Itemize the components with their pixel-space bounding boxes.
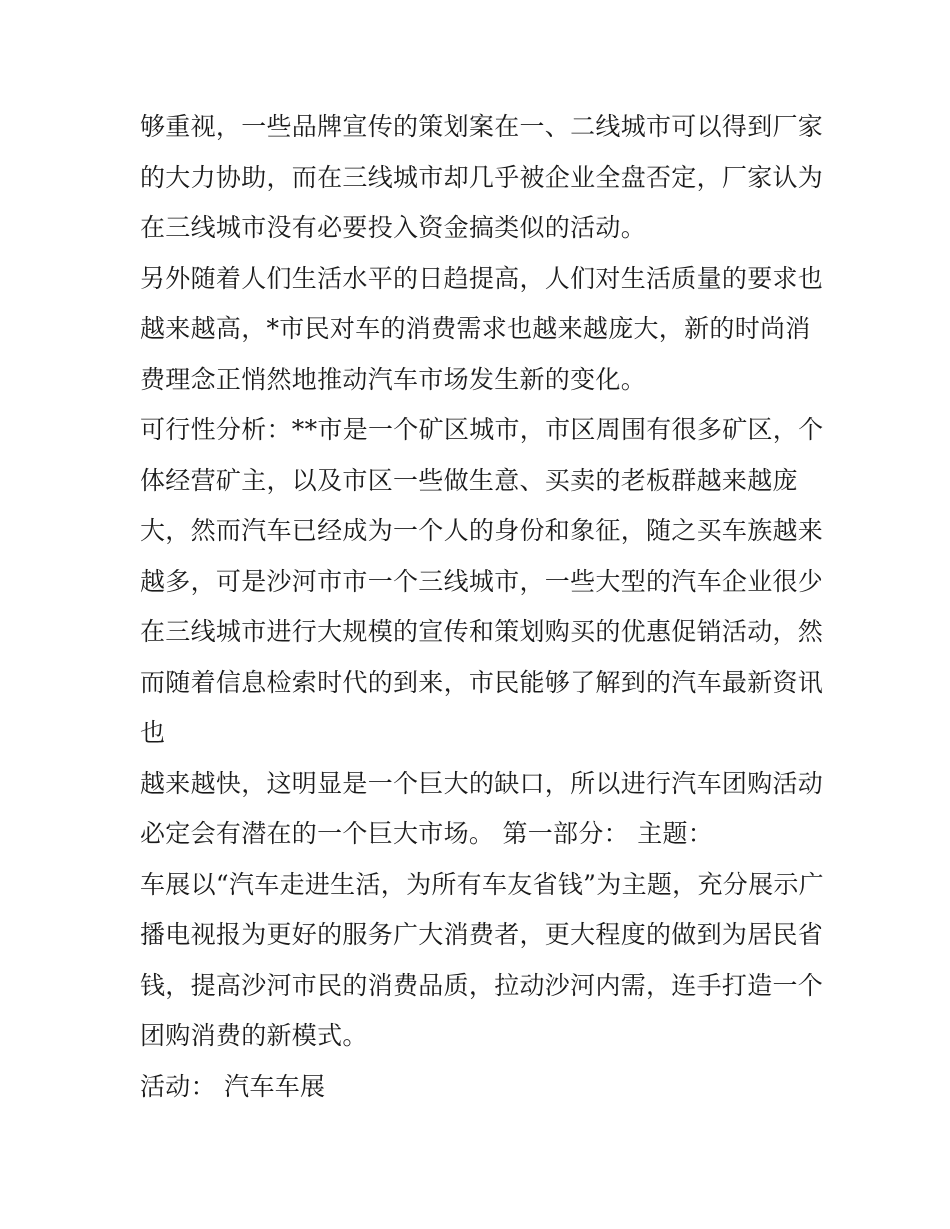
text-line: 也	[140, 718, 166, 747]
text-line: 够重视，一些品牌宣传的策划案在一、二线城市可以得到厂家	[140, 112, 824, 141]
text-line: 体经营矿主，以及市区一些做生意、买卖的老板群越来越庞	[140, 465, 798, 495]
text-line: 活动： 汽车车展	[140, 1071, 326, 1101]
text-line: 另外随着人们生活水平的日趋提高，人们对生活质量的要求也	[140, 263, 824, 293]
body-text	[140, 102, 840, 1112]
text-line: 大，然而汽车已经成为一个人的身份和象征，随之买车族越来	[140, 516, 824, 545]
text-line: 越来越高，*市民对车的消费需求也越来越庞大，新的时尚消	[140, 314, 811, 343]
text-line: 在三线城市没有必要投入资金搞类似的活动。	[140, 213, 647, 242]
text-line: 必定会有潜在的一个巨大市场。 第一部分： 主题：	[140, 819, 714, 848]
text-line: 而随着信息检索时代的到来，市民能够了解到的汽车最新资讯	[140, 667, 824, 697]
text-line: 车展以“汽车走进生活，为所有车友省钱”为主题，充分展示广	[140, 869, 824, 899]
text-line: 越来越快，这明显是一个巨大的缺口，所以进行汽车团购活动	[140, 768, 824, 798]
text-line: 团购消费的新模式。	[140, 1021, 368, 1050]
text-line: 可行性分析：**市是一个矿区城市，市区周围有很多矿区，个	[140, 415, 824, 444]
text-line: 钱，提高沙河市民的消费品质，拉动沙河内需，连手打造一个	[140, 970, 824, 1000]
text-line: 越多，可是沙河市市一个三线城市，一些大型的汽车企业很少	[140, 566, 824, 596]
text-line: 费理念正悄然地推动汽车市场发生新的变化。	[140, 364, 647, 394]
text-line: 播电视报为更好的服务广大消费者，更大程度的做到为居民省	[140, 920, 824, 949]
text-line: 的大力协助，而在三线城市却几乎被企业全盘否定，厂家认为	[140, 162, 824, 192]
text-line: 在三线城市进行大规模的宣传和策划购买的优惠促销活动，然	[140, 617, 824, 646]
